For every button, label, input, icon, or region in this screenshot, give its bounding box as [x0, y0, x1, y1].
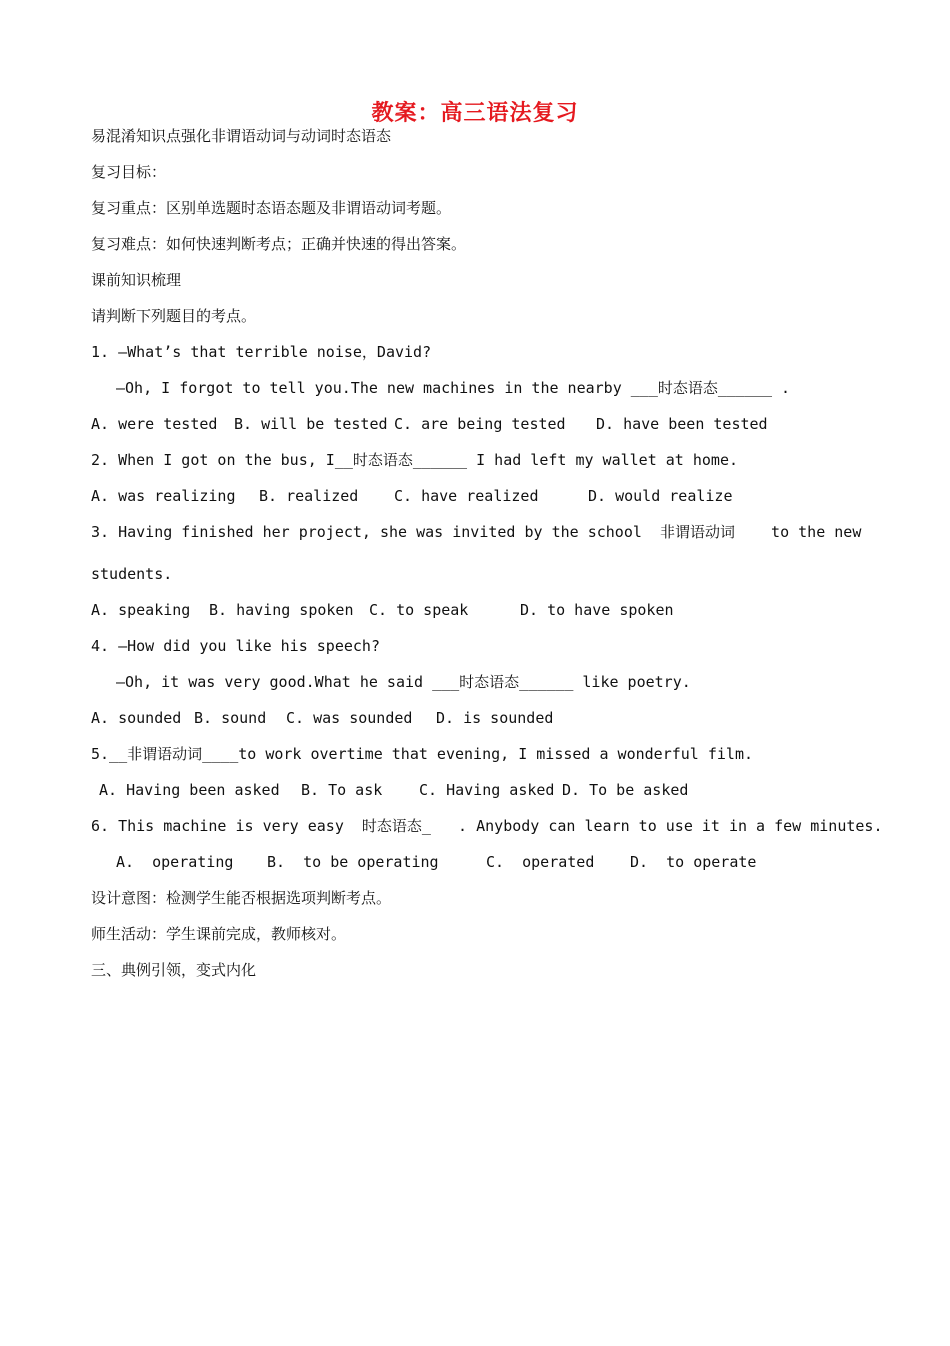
review-focus: 复习重点：区别单选题时态语态题及非谓语动词考题。 [91, 199, 452, 217]
question-5-option-c: C. Having asked [419, 781, 555, 799]
page-title: 教案：高三语法复习 [371, 101, 579, 126]
question-1-line-1: 1. —What’s that terrible noise，David? [91, 343, 432, 361]
question-2-option-d: D. would realize [588, 487, 733, 505]
design-intent: 设计意图：检测学生能否根据选项判断考点。 [91, 889, 392, 907]
question-1-option-b: B. will be tested [234, 415, 388, 433]
question-1-option-c: C. are being tested [394, 415, 566, 433]
question-5-line-1: 5.__非谓语动词____to work overtime that evening, I missed a wonderful film. [91, 745, 754, 763]
teacher-student-activity: 师生活动：学生课前完成，教师核对。 [91, 925, 347, 943]
question-5-option-b: B. To ask [301, 781, 383, 799]
question-3-option-c: C. to speak [369, 601, 469, 619]
question-3-line-2: students. [91, 565, 173, 583]
question-3-line-1: 3. Having finished her project, she was invited by the school 非谓语动词 to the new [91, 523, 862, 541]
question-5-option-a: A. Having been asked [99, 781, 280, 799]
review-goal: 复习目标： [91, 163, 167, 181]
question-5-option-d: D. To be asked [562, 781, 689, 799]
question-2-option-c: C. have realized [394, 487, 539, 505]
question-1-option-d: D. have been tested [596, 415, 768, 433]
question-4-line-2: —Oh, it was very good.What he said ___时态语态______ like poetry. [116, 673, 691, 691]
question-3-option-b: B. having spoken [209, 601, 354, 619]
question-3-option-a: A. speaking [91, 601, 191, 619]
question-2-option-b: B. realized [259, 487, 359, 505]
question-4-option-b: B. sound [194, 709, 267, 727]
question-4-option-d: D. is sounded [436, 709, 554, 727]
question-3-option-d: D. to have spoken [520, 601, 674, 619]
section-3-heading: 三、典例引领，变式内化 [91, 961, 257, 979]
question-1-option-a: A. were tested [91, 415, 218, 433]
instruction: 请判断下列题目的考点。 [91, 307, 257, 325]
question-2-line-1: 2. When I got on the bus, I__时态语态______ I had left my wallet at home. [91, 451, 738, 469]
question-6-option-b: B. to be operating [267, 853, 439, 871]
question-4-line-1: 4. —How did you like his speech? [91, 637, 380, 655]
subtitle: 易混淆知识点强化非谓语动词与动词时态语态 [91, 127, 392, 145]
question-6-option-d: D. to operate [630, 853, 757, 871]
preclass-heading: 课前知识梳理 [91, 271, 182, 289]
question-1-line-2: —Oh, I forgot to tell you.The new machines in the nearby ___时态语态______ . [116, 379, 791, 397]
review-difficulty: 复习难点：如何快速判断考点；正确并快速的得出答案。 [91, 235, 467, 253]
question-6-option-a: A. operating [116, 853, 234, 871]
question-2-option-a: A. was realizing [91, 487, 236, 505]
question-4-option-a: A. sounded [91, 709, 182, 727]
question-6-option-c: C. operated [486, 853, 595, 871]
question-6-line-1: 6. This machine is very easy 时态语态_ . Anybody can learn to use it in a few minutes. [91, 817, 883, 835]
question-4-option-c: C. was sounded [286, 709, 413, 727]
